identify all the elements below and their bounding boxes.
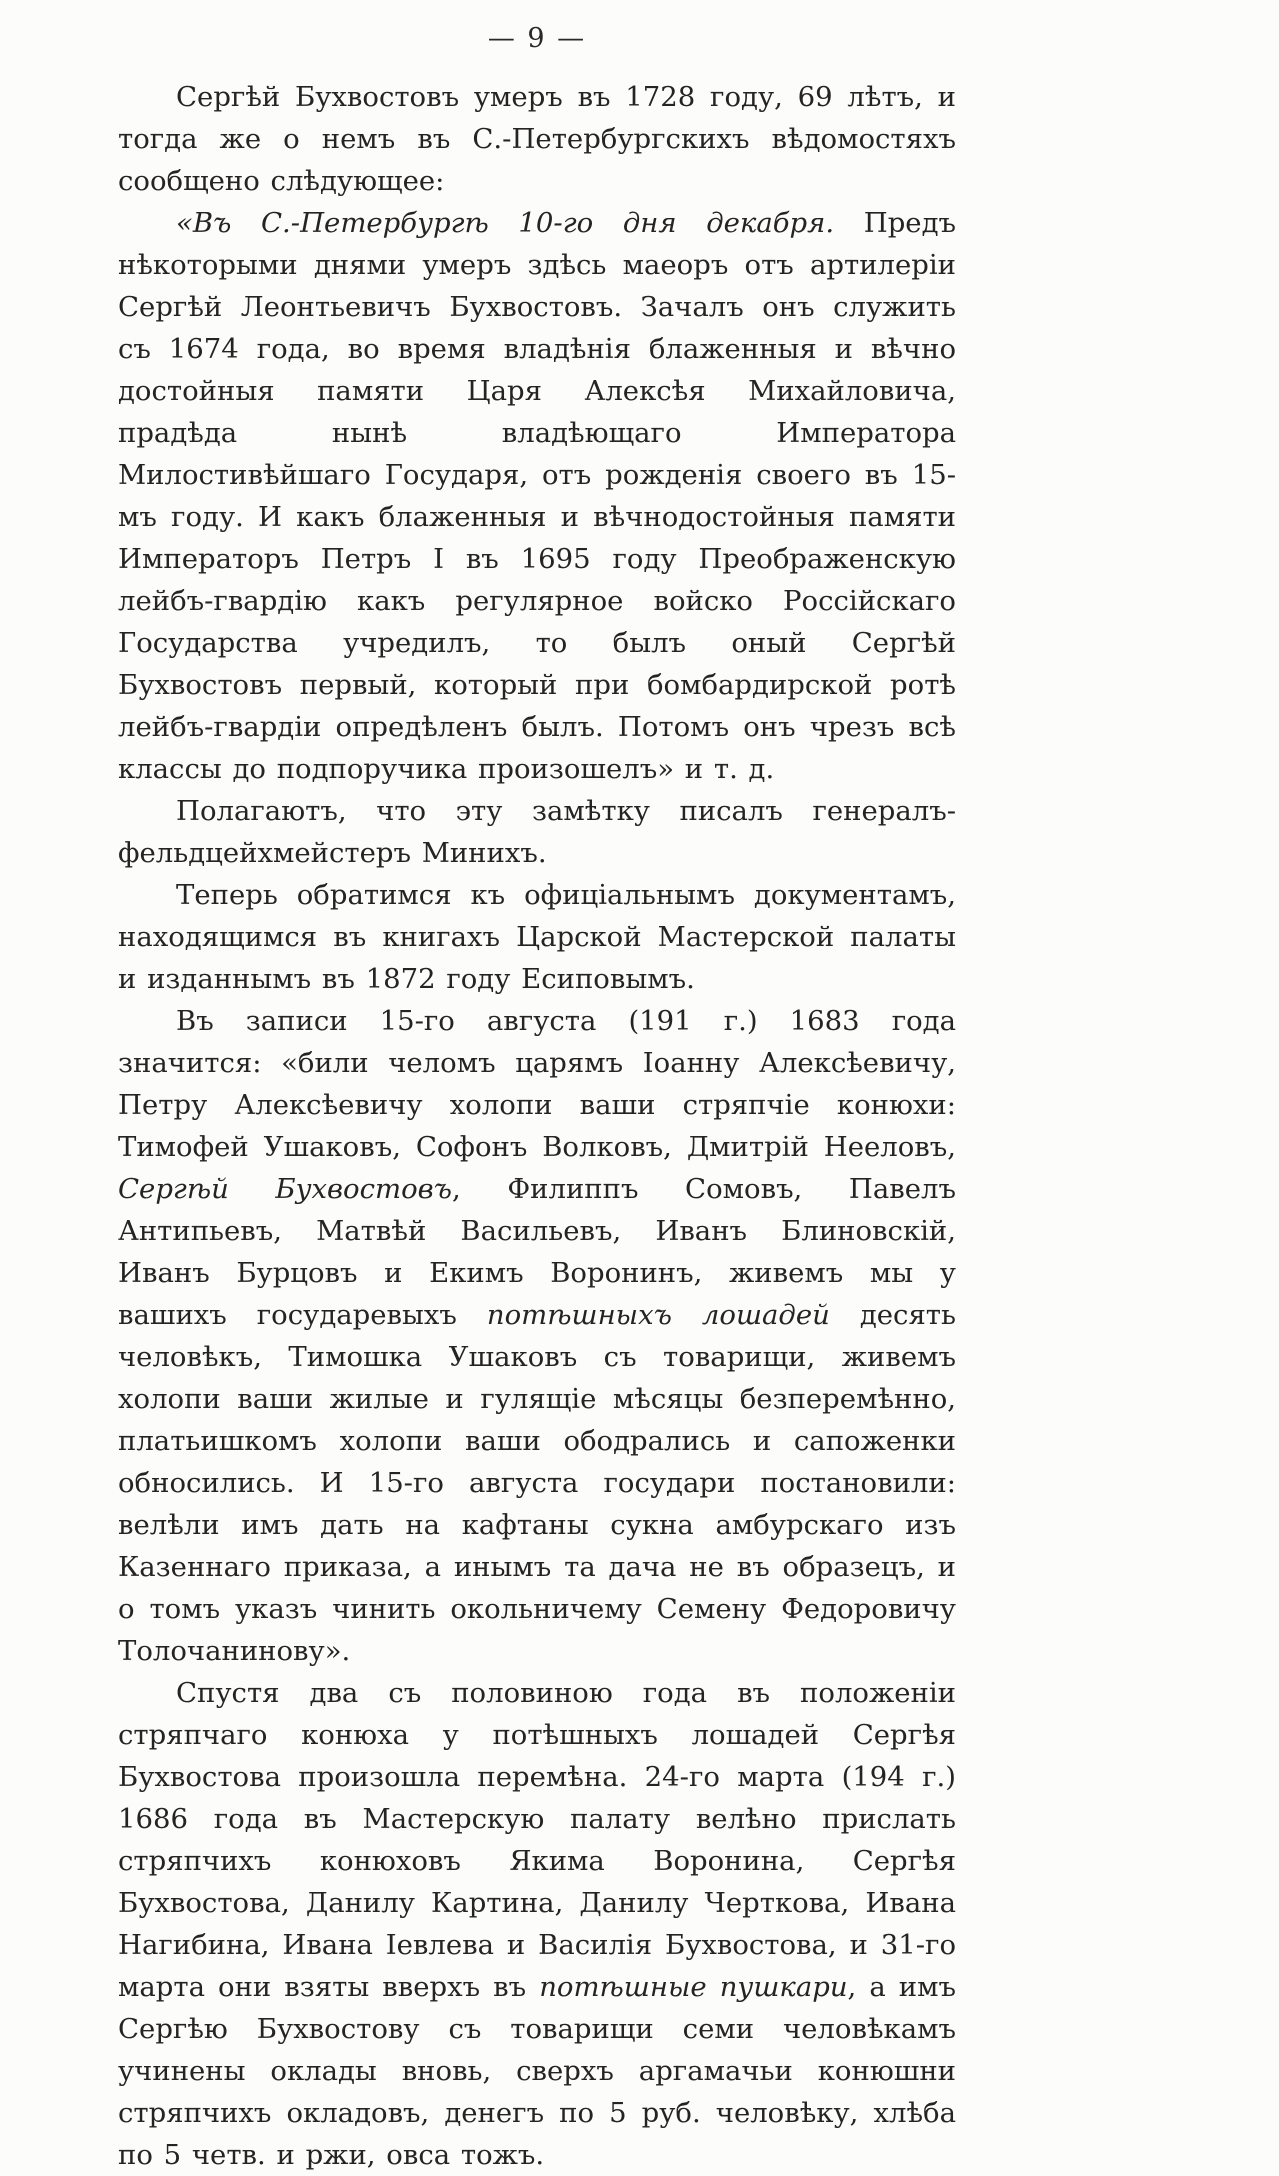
page-number: — 9 — xyxy=(487,23,587,54)
text-segment: Предъ нѣкоторыми днями умеръ здѣсь маеоръ отъ артилеріи Сергѣй Леонтьевичъ Бухвостовъ. Зачалъ онъ служить съ 1674 года, во время владѣнія блаженныя и вѣчно достойныя памяти Царя Алексѣя Михайловича, прадѣда нынѣ владѣющаго Императора Милостивѣйшаго Государя, отъ рожденія своего въ 15-мъ году. И какъ блаженныя и вѣчнодостойныя памяти Императоръ Петръ I въ 1695 году Преображенскую лейбъ-гвардію какъ регулярное войско Россійскаго Государства учредилъ, то былъ оный Сергѣй Бухвостовъ первый, который при бомбардирской ротѣ лейбъ-гвардіи опредѣленъ былъ. Потомъ онъ чрезъ всѣ классы до подпоручика произошелъ» и т. д. xyxy=(118,207,957,785)
paragraph xyxy=(118,1672,956,2176)
text-segment: , а имъ Сергѣю Бухвостову съ товарищи семи человѣкамъ учинены оклады вновь, сверхъ аргамачьи конюшни стряпчихъ окладовъ, денегъ по 5 руб. человѣку, хлѣба по 5 четв. и ржи, овса тожъ. xyxy=(118,1971,956,2171)
paragraph xyxy=(118,790,956,874)
text-segment: Сергѣй Бухвостовъ умеръ въ 1728 году, 69 лѣтъ, и тогда же о немъ въ С.-Петербургскихъ вѣдомостяхъ сообщено слѣдующее: xyxy=(118,81,956,197)
text-segment-italic: «Въ С.-Петербургѣ 10-го дня декабря. xyxy=(176,207,835,239)
text-segment: Теперь обратимся къ офиціальнымъ документамъ, находящимся въ книгахъ Царской Мастерской палаты и изданнымъ въ 1872 году Есиповымъ. xyxy=(118,879,956,995)
text-segment-italic: Сергѣй Бухвостовъ xyxy=(118,1173,452,1205)
text-body xyxy=(118,76,956,2176)
paragraph xyxy=(118,202,956,790)
page-content xyxy=(118,18,956,2176)
text-segment: Полагаютъ, что эту замѣтку писалъ генералъ-фельдцейхмейстеръ Минихъ. xyxy=(118,795,956,869)
text-segment: Въ записи 15-го августа (191 г.) 1683 года значится: «били челомъ царямъ Іоанну Алексѣевичу, Петру Алексѣевичу холопи ваши стряпчіе конюхи: Тимофей Ушаковъ, Софонъ Волковъ, Дмитрій Нееловъ, xyxy=(118,1005,956,1163)
paragraph xyxy=(118,76,956,202)
text-segment: Спустя два съ половиною года въ положеніи стряпчаго конюха у потѣшныхъ лошадей Сергѣя Бухвостова произошла перемѣна. 24-го марта (194 г.) 1686 года въ Мастерскую палату велѣно прислать стряпчихъ конюховъ Якима Воронина, Сергѣя Бухвостова, Данилу Картина, Данилу Черткова, Ивана Нагибина, Ивана Іевлева и Василія Бухвостова, и 31-го марта они взяты вверхъ въ xyxy=(118,1677,956,2003)
text-segment-italic: потѣшные пушкари xyxy=(539,1971,848,2003)
paragraph xyxy=(118,874,956,1000)
text-segment: десять человѣкъ, Тимошка Ушаковъ съ товарищи, живемъ холопи ваши жилые и гулящіе мѣсяцы безперемѣнно, платьишкомъ холопи ваши ободрались и сапоженки обносились. И 15-го августа государи постановили: велѣли имъ дать на кафтаны сукна амбурскаго изъ Казеннаго приказа, а инымъ та дача не въ образецъ, и о томъ указъ чинить окольничему Семену Федоровичу Толочанинову». xyxy=(118,1299,956,1667)
text-segment-italic: потѣшныхъ лошадей xyxy=(486,1299,830,1331)
text-segment: , Филиппъ Сомовъ, Павелъ Антипьевъ, Матвѣй Васильевъ, Иванъ Блиновскій, Иванъ Бурцовъ и Екимъ Воронинъ, живемъ мы у вашихъ государевыхъ xyxy=(118,1173,956,1331)
paragraph xyxy=(118,1000,956,1672)
